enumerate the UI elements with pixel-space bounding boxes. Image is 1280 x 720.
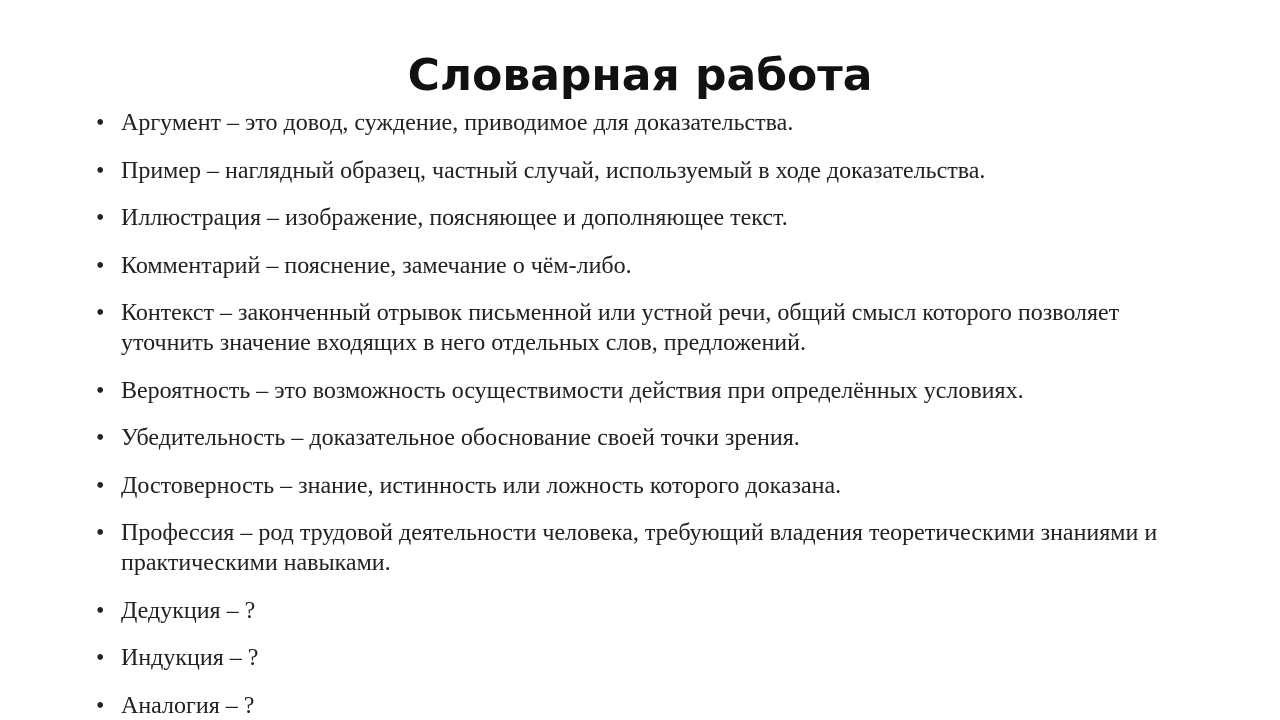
list-item-text: Аргумент – это довод, суждение, приводимое для доказательства.: [121, 110, 794, 136]
list-item: [0, 251, 1280, 281]
bullet-icon: •: [96, 252, 105, 279]
bullet-icon: •: [96, 110, 105, 136]
definitions-list: [0, 108, 1280, 720]
list-item: [0, 423, 1280, 453]
list-item-text: Аналогия – ?: [121, 692, 255, 719]
bullet-icon: •: [96, 377, 105, 404]
list-item: [0, 108, 1280, 138]
list-item-text: Комментарий – пояснение, замечание о чём-либо.: [121, 252, 632, 279]
list-item-text: Пример – наглядный образец, частный случай, используемый в ходе доказательства.: [121, 157, 986, 184]
list-item: [0, 298, 1280, 358]
list-item-text: Достоверность – знание, истинность или ложность которого доказана.: [121, 472, 842, 499]
bullet-icon: •: [96, 520, 105, 546]
bullet-icon: •: [96, 157, 105, 184]
list-item-text: Вероятность – это возможность осуществимости действия при определённых условиях.: [121, 377, 1024, 404]
list-item: [0, 596, 1280, 626]
list-item-text: Убедительность – доказательное обоснование своей точки зрения.: [121, 425, 800, 451]
list-item-text: Контекст – законченный отрывок письменной или устной речи, общий смысл которого позволяет уточнить значение входящих в него отдельных слов, предложений.: [121, 300, 1120, 356]
list-item: [0, 203, 1280, 233]
list-item-text: Профессия – род трудовой деятельности человека, требующий владения теоретическими знаниями и практическими навыками.: [121, 520, 1158, 576]
list-item: [0, 691, 1280, 720]
list-item: [0, 471, 1280, 501]
bullet-icon: •: [96, 300, 105, 326]
list-item: [0, 376, 1280, 406]
bullet-icon: •: [96, 692, 105, 719]
bullet-icon: •: [96, 425, 105, 451]
list-item-text: Иллюстрация – изображение, поясняющее и дополняющее текст.: [121, 205, 788, 231]
slide-title: Словарная работа: [407, 50, 873, 101]
list-item: [0, 518, 1280, 578]
bullet-icon: •: [96, 205, 105, 231]
list-item: [0, 156, 1280, 186]
list-item: [0, 643, 1280, 673]
list-item-text: Дедукция – ?: [121, 597, 256, 624]
bullet-icon: •: [96, 645, 105, 671]
bullet-icon: •: [96, 597, 105, 624]
list-item-text: Индукция – ?: [121, 645, 259, 671]
bullet-icon: •: [96, 472, 105, 499]
